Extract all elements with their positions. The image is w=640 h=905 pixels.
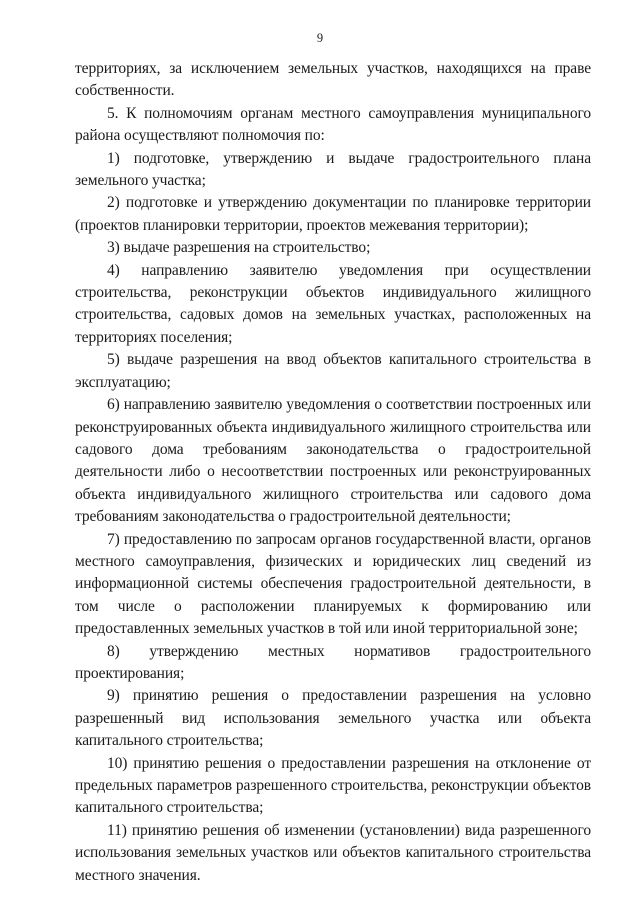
list-item-11: 11) принятию решения об изменении (установлении) вида разрешенного использования земельных участков или объектов капитального строительства местного значения. [75, 821, 591, 884]
list-item-9: 9) принятию решения о предоставлении разрешения на условно разрешенный вид использования земельного участка или объекта капитального строительства; [75, 687, 591, 750]
list-item-7: 7) предоставлению по запросам органов государственной власти, органов местного самоуправления, физических и юридических лиц сведений из информационной системы обеспечения градостроительной деятельности, в том числе о расположении планируемых к формированию или предоставленных земельных участков в той или иной территориальной зоне; [75, 530, 591, 638]
paragraph-continuation: территориях, за исключением земельных участков, находящихся на праве собственности. [75, 60, 591, 100]
document-body [75, 58, 591, 887]
paragraph-item-5: 5. К полномочиям органам местного самоуправления муниципального района осуществляют полномочия по: [75, 104, 591, 145]
list-item-2: 2) подготовке и утверждению документации по планировке территории (проектов планировки территории, проектов межевания территории); [75, 194, 591, 234]
list-item-3: 3) выдаче разрешения на строительство; [107, 239, 371, 257]
page-number: 9 [316, 31, 324, 45]
list-item-5: 5) выдаче разрешения на ввод объектов капитального строительства в эксплуатацию; [75, 351, 591, 391]
list-item-6: 6) направлению заявителю уведомления о соответствии построенных или реконструированных объекта индивидуального жилищного строительства или садового дома требованиям законодательства о градостроительной деятельности либо о несоответствии построенных или реконструированных объекта индивидуального жилищного строительства или садового дома требованиям законодательства о градостроительной деятельности; [75, 396, 591, 526]
list-item-10: 10) принятию решения о предоставлении разрешения на отклонение от предельных параметров разрешенного строительства, реконструкции объектов капитального строительства; [75, 754, 591, 817]
list-item-8: 8) утверждению местных нормативов градостроительного проектирования; [75, 642, 591, 682]
list-item-4: 4) направлению заявителю уведомления при осуществлении строительства, реконструкции объектов индивидуального жилищного строительства, садовых домов на земельных участках, расположенных на территориях поселения; [75, 261, 591, 346]
list-item-1: 1) подготовке, утверждению и выдаче градостроительного плана земельного участка; [75, 149, 591, 190]
